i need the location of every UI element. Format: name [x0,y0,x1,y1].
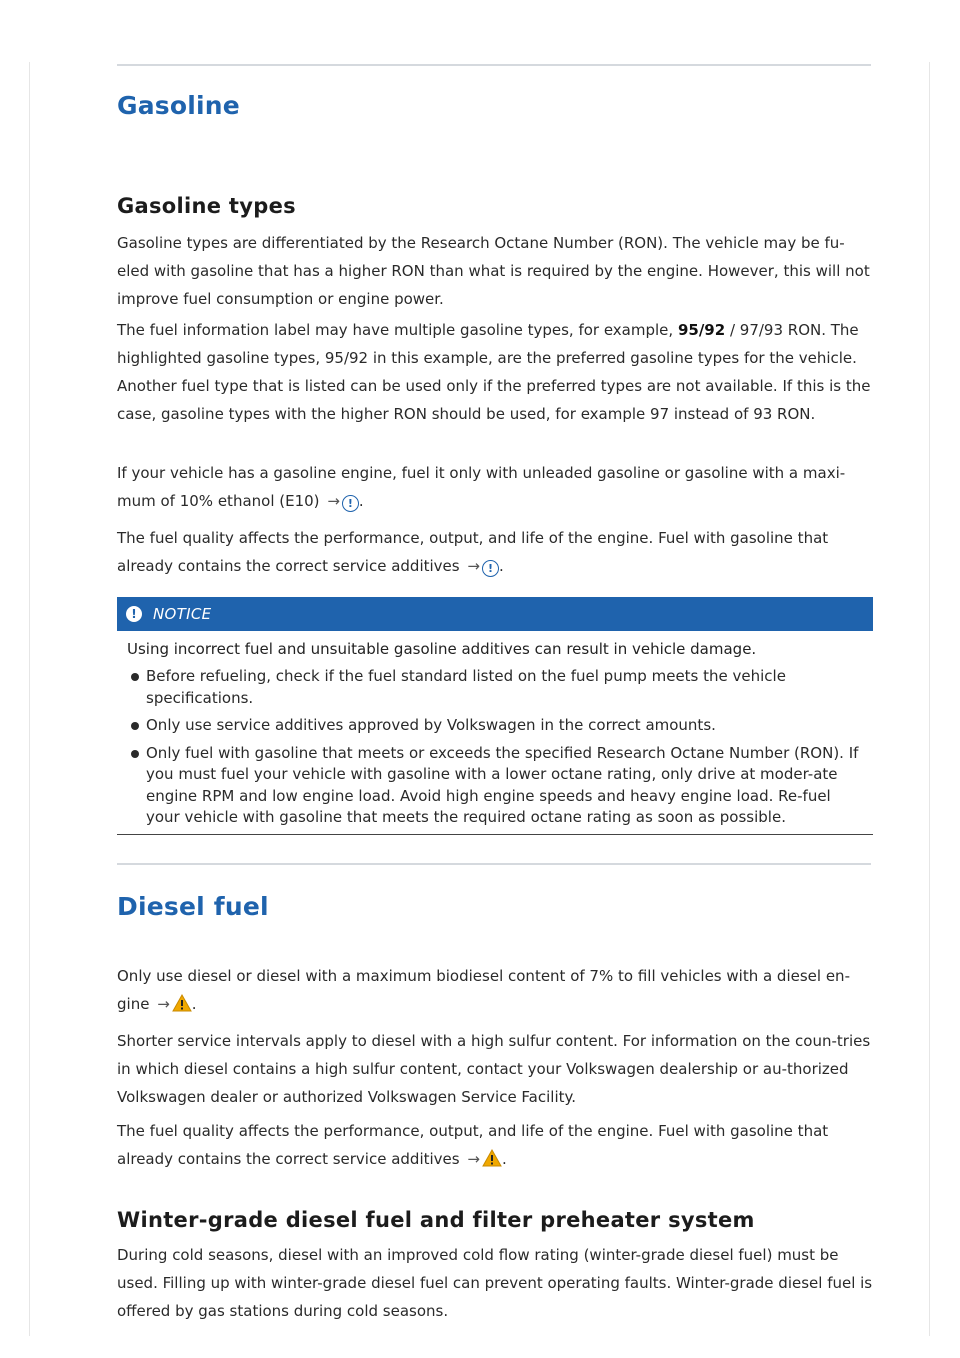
fuel-label-text-cont: / 97/93 RON. The highlighted gasoline types, 95/92 in this example, are the preferred gasoline types for the vehicle. Another fuel type that is listed can be used only if the preferred types are not available. If this is the case, gasoline types with the higher RON should be used, for example 97 instead of 93 RON. [117,321,871,423]
bullet-icon [131,722,139,730]
fuel-quality-text: The fuel quality affects the performance, output, and life of the engine. Fuel with gasoline that already contains the correct service additives [117,529,829,575]
list-item-text: Only fuel with gasoline that meets or exceeds the specified Research Octane Number (RON). If you must fuel your vehicle with gasoline with a lower octane rating, only drive at moder-ate engine RPM and low engine load. Avoid high engine speeds and heavy engine load. Re-fuel your vehicle with gasoline that meets the required octane rating as soon as possible. [146,743,859,826]
diesel-quality-text: The fuel quality affects the performance, output, and life of the engine. Fuel with gasoline that already contains the correct service additives [117,1122,829,1168]
unleaded-text: If your vehicle has a gasoline engine, fuel it only with unleaded gasoline or gasoline with a maxi-mum of 10% ethanol (E10) [117,464,846,510]
arrow-right-icon: → [327,492,340,510]
arrow-right-icon: → [467,557,480,575]
bullet-icon [131,750,139,758]
arrow-right-icon: → [157,995,170,1013]
notice-icon[interactable]: ! [342,495,359,512]
warning-icon[interactable] [172,994,192,1012]
list-item [117,666,866,709]
fuel-quality-paragraph [117,524,873,580]
period: . [358,492,364,510]
gasoline-types-paragraph: Gasoline types are differentiated by the Research Octane Number (RON). The vehicle may be fu-eled with gasoline that has a higher RON than what is required by the engine. However, this will not improve fuel consumption or engine power. [117,234,870,308]
unleaded-paragraph [117,459,873,515]
bullet-icon [131,673,139,681]
fuel-label-paragraph [117,316,873,428]
page-right-rule [929,62,930,1336]
sulfur-paragraph: Shorter service intervals apply to diesel with a high sulfur content. For information on the coun-tries in which diesel contains a high sulfur content, contact your Volkswagen dealership or au-thorized Volkswagen dealer or authorized Volkswagen Service Facility. [117,1032,871,1106]
list-item-text: Before refueling, check if the fuel standard listed on the fuel pump meets the vehicle specifications. [146,667,786,707]
arrow-right-icon: → [467,1150,480,1168]
period: . [498,557,504,575]
winter-diesel-paragraph: During cold seasons, diesel with an improved cold flow rating (winter-grade diesel fuel) must be used. Filling up with winter-grade diesel fuel can prevent operating faults. Winter-grade diesel fuel is offered by gas stations during cold seasons. [117,1246,873,1320]
diesel-quality-paragraph [117,1117,873,1173]
period: . [501,1150,507,1168]
warning-icon[interactable] [482,1149,502,1167]
gasoline-types-heading: Gasoline types [117,194,296,218]
preferred-ron-value: 95/92 [677,321,726,339]
list-item [117,715,866,737]
notice-label: NOTICE [153,605,212,623]
period: . [191,995,197,1013]
diesel-biodiesel-text: Only use diesel or diesel with a maximum biodiesel content of 7% to fill vehicles with a diesel en-gine [117,967,850,1013]
notice-list [117,666,873,835]
notice-icon[interactable]: ! [482,560,499,577]
section-separator [117,863,871,865]
diesel-heading: Diesel fuel [117,892,269,921]
notice-intro: Using incorrect fuel and unsuitable gasoline additives can result in vehicle damage. [127,640,757,658]
fuel-label-text: The fuel information label may have multiple gasoline types, for example, [117,321,678,339]
section-separator [117,64,871,66]
notice-header [117,597,873,631]
list-item-text: Only use service additives approved by Volkswagen in the correct amounts. [146,716,716,734]
notice-body [117,634,873,835]
notice-icon: ! [126,606,142,622]
gasoline-heading: Gasoline [117,91,240,120]
winter-diesel-heading: Winter-grade diesel fuel and filter preheater system [117,1208,755,1232]
list-item [117,743,866,829]
page-left-rule [29,62,30,1336]
diesel-biodiesel-paragraph [117,962,873,1018]
